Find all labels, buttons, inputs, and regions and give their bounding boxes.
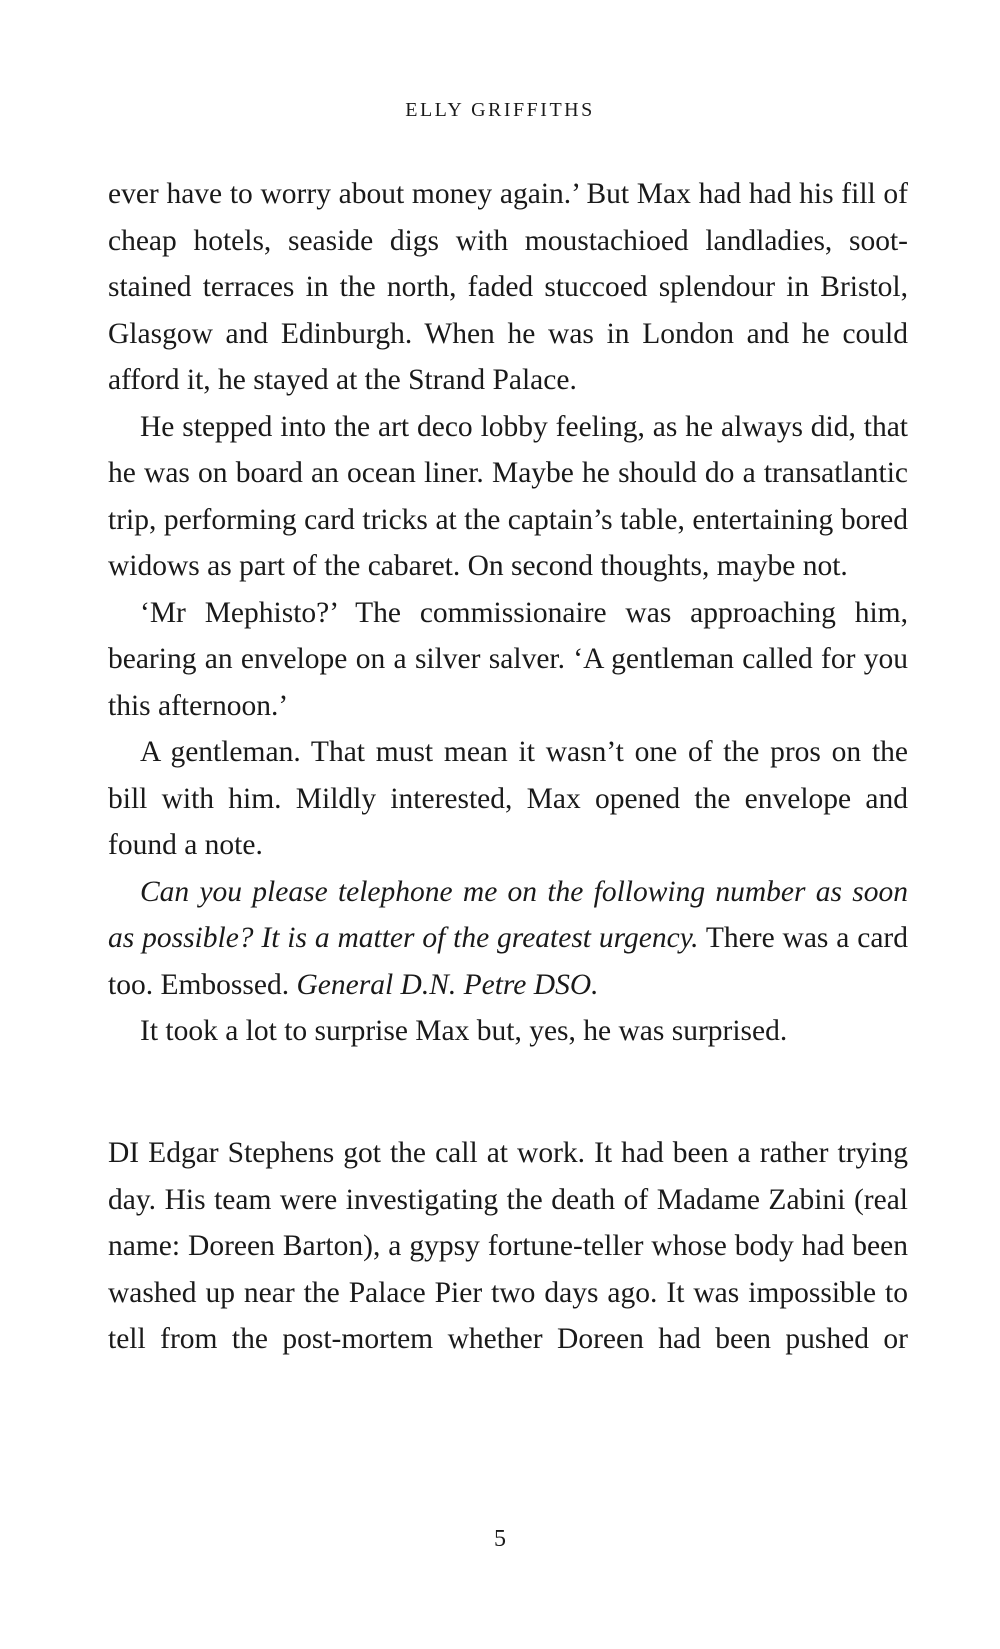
page-number: 5 xyxy=(494,1526,506,1552)
card-text: General D.N. Petre DSO. xyxy=(296,968,599,1001)
running-head: ELLY GRIFFITHS xyxy=(405,99,595,121)
paragraph: A gentleman. That must mean it wasn’t one of the pros on the bill with him. Mildly interested, Max opened the envelope and found a note. xyxy=(108,736,908,861)
note-text: Can you please telephone me on the following number as soon as possible? It is a matter of the greatest urgency. xyxy=(108,875,908,954)
paragraph: He stepped into the art deco lobby feeling, as he always did, that he was on board an ocean liner. Maybe he should do a transatlantic trip, performing card tricks at the captain’s table, entertaining bored widows as part of the cabaret. On second thoughts, maybe not. xyxy=(108,410,908,582)
paragraph-with-note xyxy=(108,869,908,1009)
paragraph-text: There was a card too. Embossed. xyxy=(108,922,908,1001)
paragraph: ever have to worry about money again.’ But Max had had his fill of cheap hotels, seaside digs with moustachioed landladies, soot-stained terraces in the north, faded stuccoed splendour in Bristol, Glasgow and Edinburgh. When he was in London and he could afford it, he stayed at the Strand Palace. xyxy=(108,178,908,396)
paragraph: It took a lot to surprise Max but, yes, he was surprised. xyxy=(140,1015,788,1047)
section-one xyxy=(108,171,908,1055)
paragraph: ‘Mr Mephisto?’ The commissionaire was approaching him, bearing an envelope on a silver salver. ‘A gentleman called for you this afternoon.’ xyxy=(108,596,908,722)
paragraph: DI Edgar Stephens got the call at work. It had been a rather trying day. His team were investigating the death of Madame Zabini (real name: Doreen Barton), a gypsy fortune-teller whose body had been washed up near the Palace Pier two days ago. It was impossible to tell from the post-mortem whether Doreen had been pushed or xyxy=(108,1137,908,1355)
section-two xyxy=(108,1130,908,1363)
